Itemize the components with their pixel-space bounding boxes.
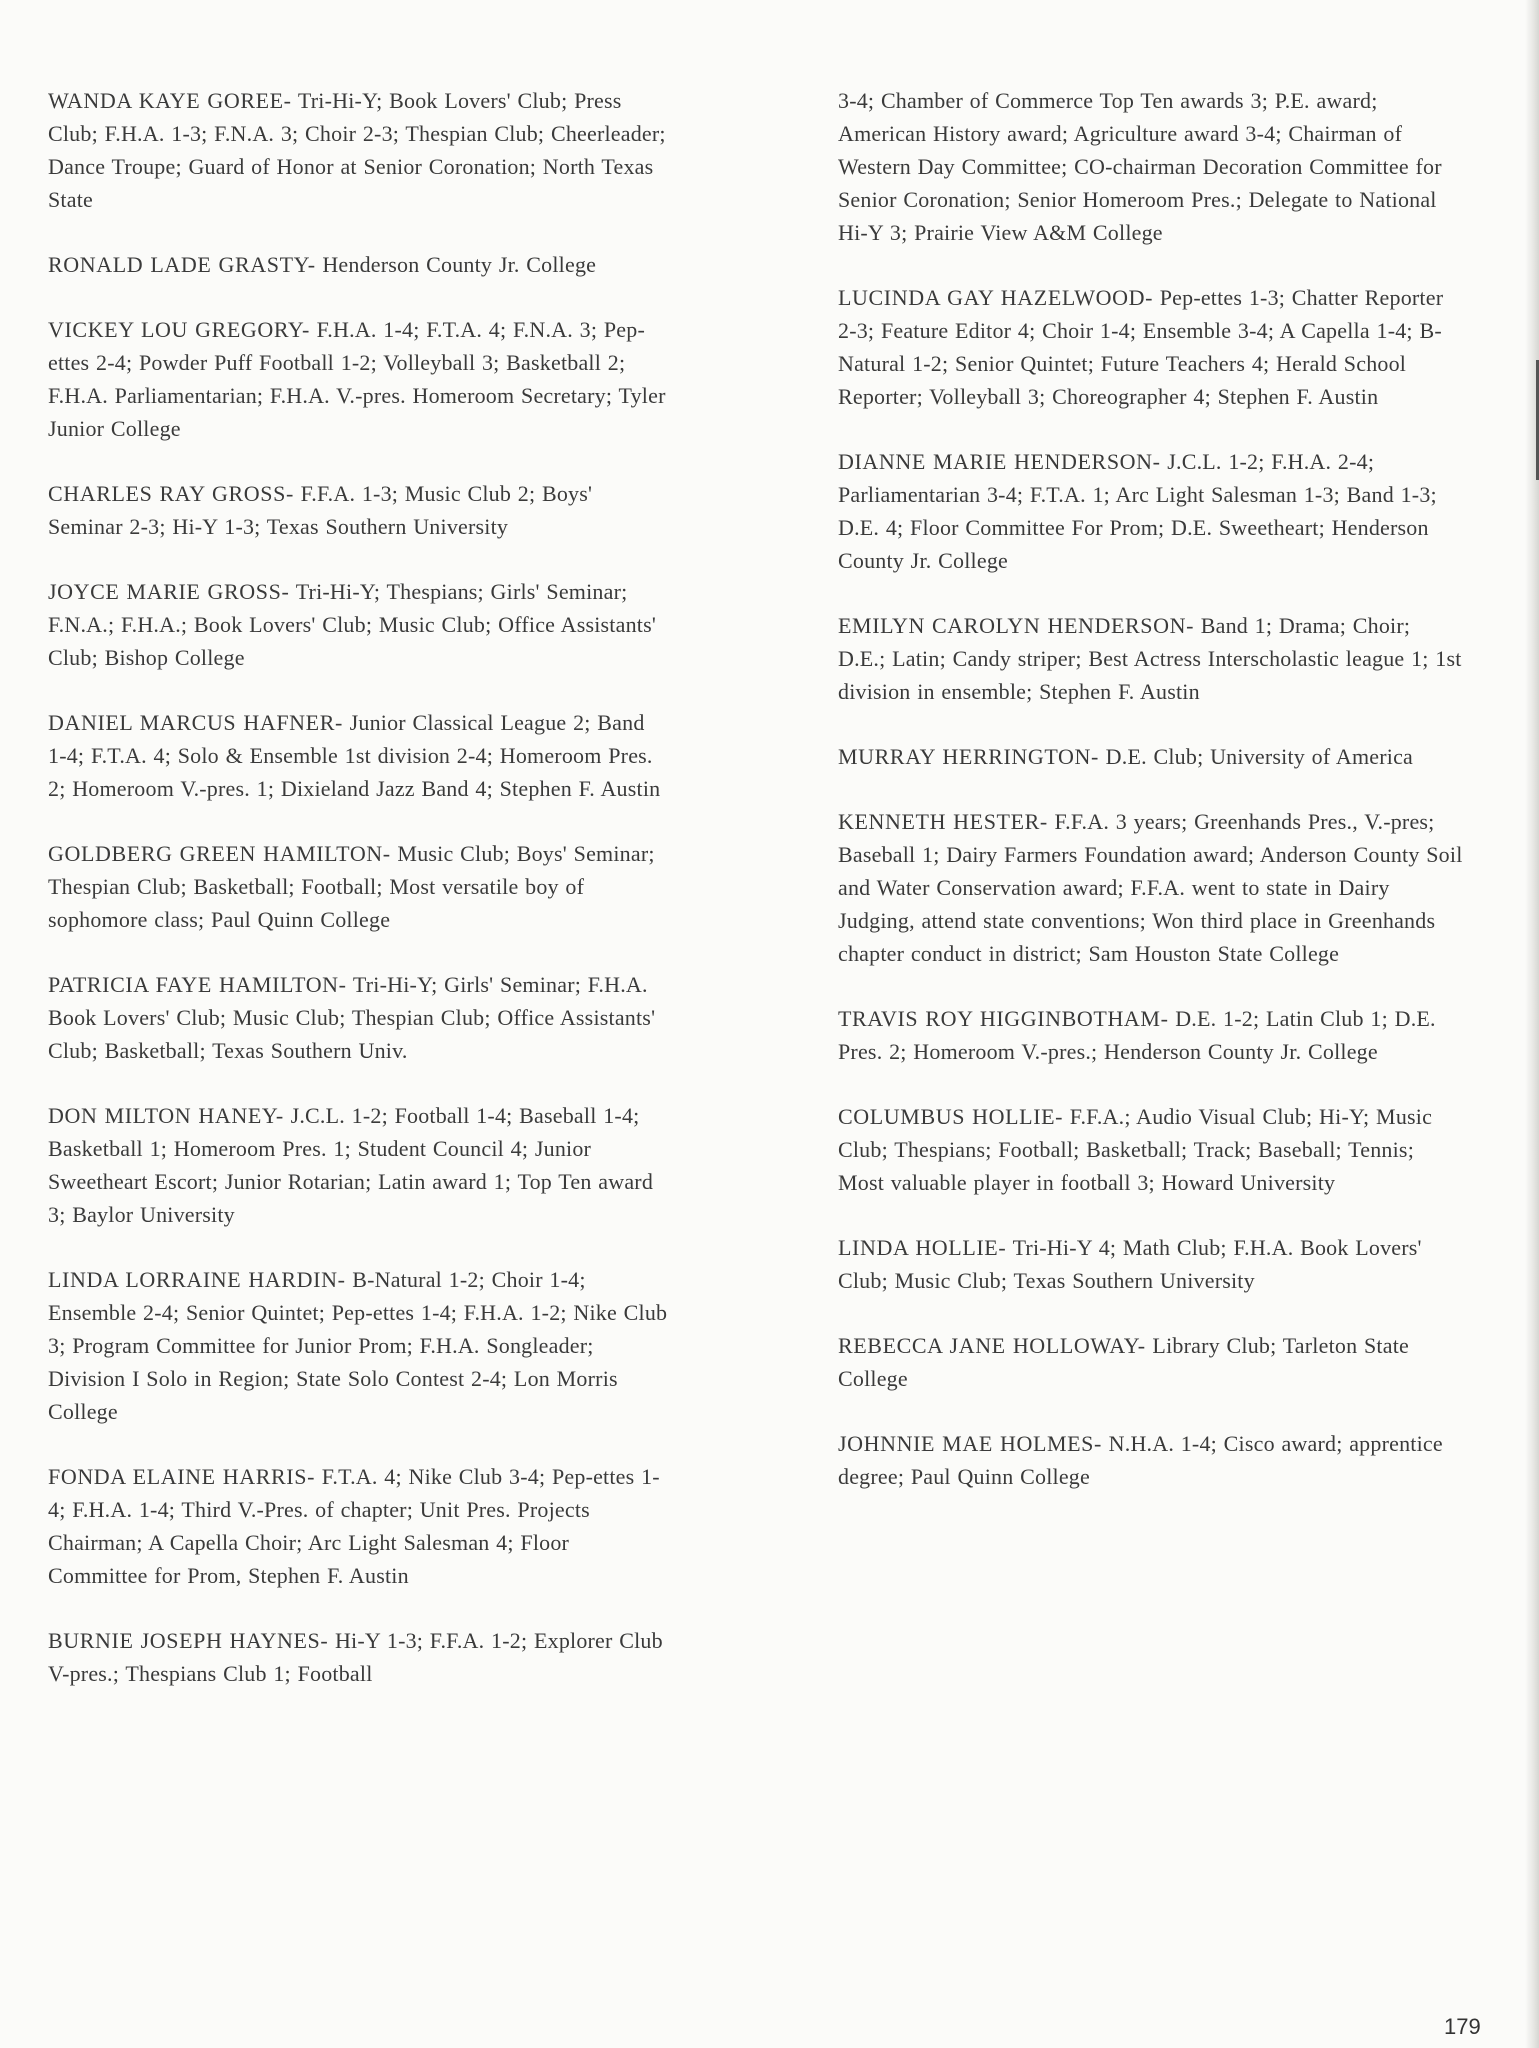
entry <box>48 1460 668 1592</box>
entry-name: MURRAY HERRINGTON- <box>838 744 1099 769</box>
entry-details: B-Natural 1-2; Choir 1-4; Ensemble 2-4; Senior Quintet; Pep-ettes 1-4; F.H.A. 1-2; Nike Club 3; Program Committee for Junior Prom; F.H.A. Songleader; Division I Solo in Region; State Solo Contest 2-4; Lon Morris College <box>48 1267 668 1424</box>
entry <box>838 1002 1463 1068</box>
entry-details: Henderson County Jr. College <box>315 252 597 277</box>
entry <box>48 477 668 543</box>
entry-name: CHARLES RAY GROSS- <box>48 481 294 506</box>
entry <box>838 445 1463 577</box>
entry-name: FONDA ELAINE HARRIS- <box>48 1464 315 1489</box>
entry-details: Junior Classical League 2; Band 1-4; F.T.A. 4; Solo & Ensemble 1st division 2-4; Homeroom Pres. 2; Homeroom V.-pres. 1; Dixieland Jazz Band 4; Stephen F. Austin <box>48 710 661 801</box>
entry <box>838 1231 1463 1297</box>
entry-name: JOHNNIE MAE HOLMES- <box>838 1431 1102 1456</box>
entry <box>838 1100 1463 1199</box>
entry-details: D.E. 1-2; Latin Club 1; D.E. Pres. 2; Homeroom V.-pres.; Henderson County Jr. College <box>838 1006 1436 1064</box>
entry-name: DIANNE MARIE HENDERSON- <box>838 449 1161 474</box>
entry-details: N.H.A. 1-4; Cisco award; apprentice degree; Paul Quinn College <box>838 1431 1443 1489</box>
entry-details: Tri-Hi-Y; Girls' Seminar; F.H.A. Book Lovers' Club; Music Club; Thespian Club; Office Assistants' Club; Basketball; Texas Southern Univ. <box>48 972 656 1063</box>
entry-details: Tri-Hi-Y; Thespians; Girls' Seminar; F.N.A.; F.H.A.; Book Lovers' Club; Music Club; Office Assistants' Club; Bishop College <box>48 579 657 670</box>
entry <box>48 575 668 674</box>
entry-details: Pep-ettes 1-3; Chatter Reporter 2-3; Feature Editor 4; Choir 1-4; Ensemble 3-4; A Capella 1-4; B-Natural 1-2; Senior Quintet; Future Teachers 4; Herald School Reporter; Volleyball 3; Choreographer 4; Stephen F. Austin <box>838 285 1444 409</box>
entry <box>48 248 668 281</box>
entry-details: Tri-Hi-Y 4; Math Club; F.H.A. Book Lovers' Club; Music Club; Texas Southern University <box>838 1235 1422 1293</box>
entry-name: JOYCE MARIE GROSS- <box>48 579 290 604</box>
entry <box>838 609 1463 708</box>
entry-details: D.E. Club; University of America <box>1098 744 1414 769</box>
entry-name: LINDA LORRAINE HARDIN- <box>48 1267 346 1292</box>
entry-details: Hi-Y 1-3; F.F.A. 1-2; Explorer Club V-pres.; Thespians Club 1; Football <box>48 1628 663 1686</box>
entry-name: VICKEY LOU GREGORY- <box>48 317 310 342</box>
entry-details: F.T.A. 4; Nike Club 3-4; Pep-ettes 1-4; F.H.A. 1-4; Third V.-Pres. of chapter; Unit Pres. Projects Chairman; A Capella Choir; Arc Light Salesman 4; Floor Committee for Prom, Stephen F. Austin <box>48 1464 660 1588</box>
entry-name: KENNETH HESTER- <box>838 809 1048 834</box>
entry-name: EMILYN CAROLYN HENDERSON- <box>838 613 1195 638</box>
entry-details: Library Club; Tarleton State College <box>838 1333 1409 1391</box>
entry-details: Tri-Hi-Y; Book Lovers' Club; Press Club; F.H.A. 1-3; F.N.A. 3; Choir 2-3; Thespian Club; Cheerleader; Dance Troupe; Guard of Honor at Senior Coronation; North Texas State <box>48 88 666 212</box>
entry-name: REBECCA JANE HOLLOWAY- <box>838 1333 1146 1358</box>
entry <box>48 84 668 216</box>
entry <box>838 281 1463 413</box>
entry <box>48 706 668 805</box>
entry-details: J.C.L. 1-2; Football 1-4; Baseball 1-4; Basketball 1; Homeroom Pres. 1; Student Council 4; Junior Sweetheart Escort; Junior Rotarian; Latin award 1; Top Ten award 3; Baylor University <box>48 1103 654 1227</box>
entry-details: 3-4; Chamber of Commerce Top Ten awards 3; P.E. award; American History award; Agriculture award 3-4; Chairman of Western Day Committee; CO-chairman Decoration Committee for Senior Coronation; Senior Homeroom Pres.; Delegate to National Hi-Y 3; Prairie View A&M College <box>838 88 1442 245</box>
entry-name: PATRICIA FAYE HAMILTON- <box>48 972 347 997</box>
entry-details: J.C.L. 1-2; F.H.A. 2-4; Parliamentarian 3-4; F.T.A. 1; Arc Light Salesman 1-3; Band 1-3; D.E. 4; Floor Committee For Prom; D.E. Sweetheart; Henderson County Jr. College <box>838 449 1437 573</box>
entry <box>838 1329 1463 1395</box>
entry <box>838 1427 1463 1493</box>
entry-name: TRAVIS ROY HIGGINBOTHAM- <box>838 1006 1169 1031</box>
entry-details: F.F.A.; Audio Visual Club; Hi-Y; Music Club; Thespians; Football; Basketball; Track; Baseball; Tennis; Most valuable player in football 3; Howard University <box>838 1104 1433 1195</box>
entry <box>48 837 668 936</box>
entry <box>48 1099 668 1231</box>
entry-name: DANIEL MARCUS HAFNER- <box>48 710 343 735</box>
entry-details: F.F.A. 1-3; Music Club 2; Boys' Seminar 2-3; Hi-Y 1-3; Texas Southern University <box>48 481 593 539</box>
entry <box>838 805 1463 970</box>
entry-name: RONALD LADE GRASTY- <box>48 252 316 277</box>
page-edge <box>1525 0 1539 2048</box>
right-column <box>838 84 1463 1525</box>
entry-name: COLUMBUS HOLLIE- <box>838 1104 1064 1129</box>
entry-details: F.H.A. 1-4; F.T.A. 4; F.N.A. 3; Pep-ettes 2-4; Powder Puff Football 1-2; Volleyball 3; Basketball 2; F.H.A. Parliamentarian; F.H.A. V.-pres. Homeroom Secretary; Tyler Junior College <box>48 317 666 441</box>
entry-name: WANDA KAYE GOREE- <box>48 88 292 113</box>
entry-name: DON MILTON HANEY- <box>48 1103 284 1128</box>
entry <box>48 1624 668 1690</box>
entry-name: LUCINDA GAY HAZELWOOD- <box>838 285 1154 310</box>
left-column <box>48 84 668 1722</box>
entry-name: GOLDBERG GREEN HAMILTON- <box>48 841 391 866</box>
entry-name: BURNIE JOSEPH HAYNES- <box>48 1628 329 1653</box>
entry <box>48 1263 668 1428</box>
entry-name: LINDA HOLLIE- <box>838 1235 1007 1260</box>
entry <box>48 968 668 1067</box>
entry-details: F.F.A. 3 years; Greenhands Pres., V.-pres; Baseball 1; Dairy Farmers Foundation award; Anderson County Soil and Water Conservation award; F.F.A. went to state in Dairy Judging, attend state conventions; Won third place in Greenhands chapter conduct in district; Sam Houston State College <box>838 809 1463 966</box>
entry-details: Band 1; Drama; Choir; D.E.; Latin; Candy striper; Best Actress Interscholastic league 1; 1st division in ensemble; Stephen F. Austin <box>838 613 1462 704</box>
page-number: 179 <box>1444 2014 1481 2039</box>
entry-continuation <box>838 84 1463 249</box>
entry <box>48 313 668 445</box>
entry <box>838 740 1463 773</box>
entry-details: Music Club; Boys' Seminar; Thespian Club; Basketball; Football; Most versatile boy of sophomore class; Paul Quinn College <box>48 841 655 932</box>
